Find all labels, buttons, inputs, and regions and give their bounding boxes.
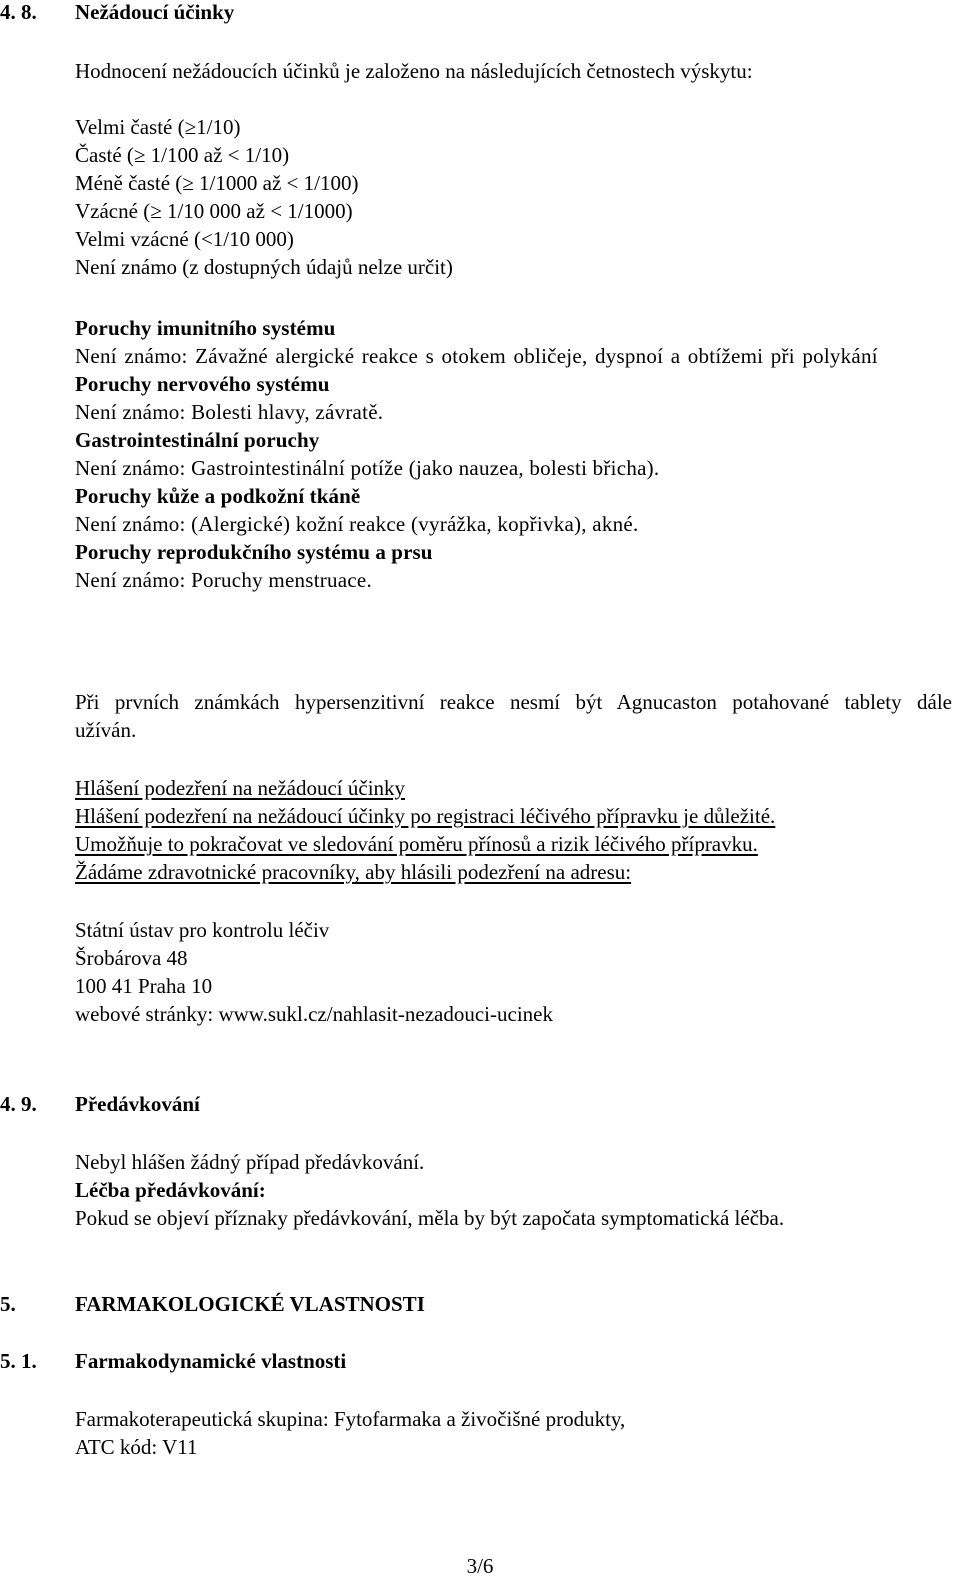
address-line: 100 41 Praha 10 — [75, 974, 213, 998]
category-title: Poruchy imunitního systému — [75, 316, 336, 340]
address-line: Šrobárova 48 — [75, 946, 188, 970]
address-line: Státní ústav pro kontrolu léčiv — [75, 918, 330, 942]
section-title-5-1: Farmakodynamické vlastnosti — [75, 1349, 347, 1373]
hypersensitivity-warning: Při prvních známkách hypersenzitivní reakce nesmí být Agnucaston potahované tablety dále užíván. — [75, 690, 952, 742]
frequency-item: Velmi vzácné (<1/10 000) — [75, 227, 294, 251]
section-title-5: FARMAKOLOGICKÉ VLASTNOSTI — [75, 1292, 425, 1316]
category-title: Gastrointestinální poruchy — [75, 428, 320, 452]
frequency-item: Časté (≥ 1/100 až < 1/10) — [75, 143, 290, 167]
category-title: Poruchy reprodukčního systému a prsu — [75, 540, 433, 564]
category-text: Není známo: Poruchy menstruace. — [75, 568, 372, 592]
address-block — [75, 916, 952, 1028]
category-title: Poruchy kůže a podkožní tkáně — [75, 484, 361, 508]
reporting-line: Umožňuje to pokračovat ve sledování poměru přínosů a rizik léčivého přípravku. — [75, 832, 758, 856]
reporting-block — [75, 774, 952, 886]
reporting-line: Hlášení podezření na nežádoucí účinky po registraci léčivého přípravku je důležité. — [75, 804, 776, 828]
category-title: Poruchy nervového systému — [75, 372, 330, 396]
reporting-heading: Hlášení podezření na nežádoucí účinky — [75, 776, 406, 800]
frequency-intro: Hodnocení nežádoucích účinků je založeno na následujících četnostech výskytu: — [75, 59, 753, 83]
page-number: 3/6 — [466, 1554, 494, 1578]
section-number-5: 5. — [0, 1292, 16, 1316]
frequency-item: Méně časté (≥ 1/1000 až < 1/100) — [75, 171, 359, 195]
frequency-item: Vzácné (≥ 1/10 000 až < 1/1000) — [75, 199, 353, 223]
adverse-effect-categories — [75, 314, 952, 594]
category-text: Není známo: Bolesti hlavy, závratě. — [75, 400, 384, 424]
section-number-4-9: 4. 9. — [0, 1092, 37, 1116]
category-text: Není známo: (Alergické) kožní reakce (vyrážka, kopřivka), akné. — [75, 512, 639, 536]
section-title-4-8: Nežádoucí účinky — [75, 0, 235, 24]
overdose-text: Nebyl hlášen žádný případ předávkování. Léčba předávkování: Pokud se objeví příznaky předávkování, měla by být započata symptomatická léčba. — [75, 1148, 952, 1232]
frequency-item: Velmi časté (≥1/10) — [75, 115, 241, 139]
frequency-list — [75, 113, 952, 281]
overdose-treatment-label: Léčba předávkování: — [75, 1178, 266, 1202]
category-text: Není známo: Gastrointestinální potíže (jako nauzea, bolesti břicha). — [75, 456, 660, 480]
frequency-item: Není známo (z dostupných údajů nelze určit) — [75, 255, 453, 279]
address-line: webové stránky: www.sukl.cz/nahlasit-nezadouci-ucinek — [75, 1002, 553, 1026]
section-number-4-8: 4. 8. — [0, 0, 37, 24]
pharmacodynamic-text: Farmakoterapeutická skupina: Fytofarmaka a živočišné produkty, ATC kód: V11 — [75, 1407, 626, 1459]
section-number-5-1: 5. 1. — [0, 1349, 37, 1373]
category-text: Není známo: Závažné alergické reakce s otokem obličeje, dyspnoí a obtížemi při polykání — [75, 344, 878, 368]
reporting-line: Žádáme zdravotnické pracovníky, aby hlásili podezření na adresu: — [75, 860, 632, 884]
section-title-4-9: Předávkování — [75, 1092, 200, 1116]
